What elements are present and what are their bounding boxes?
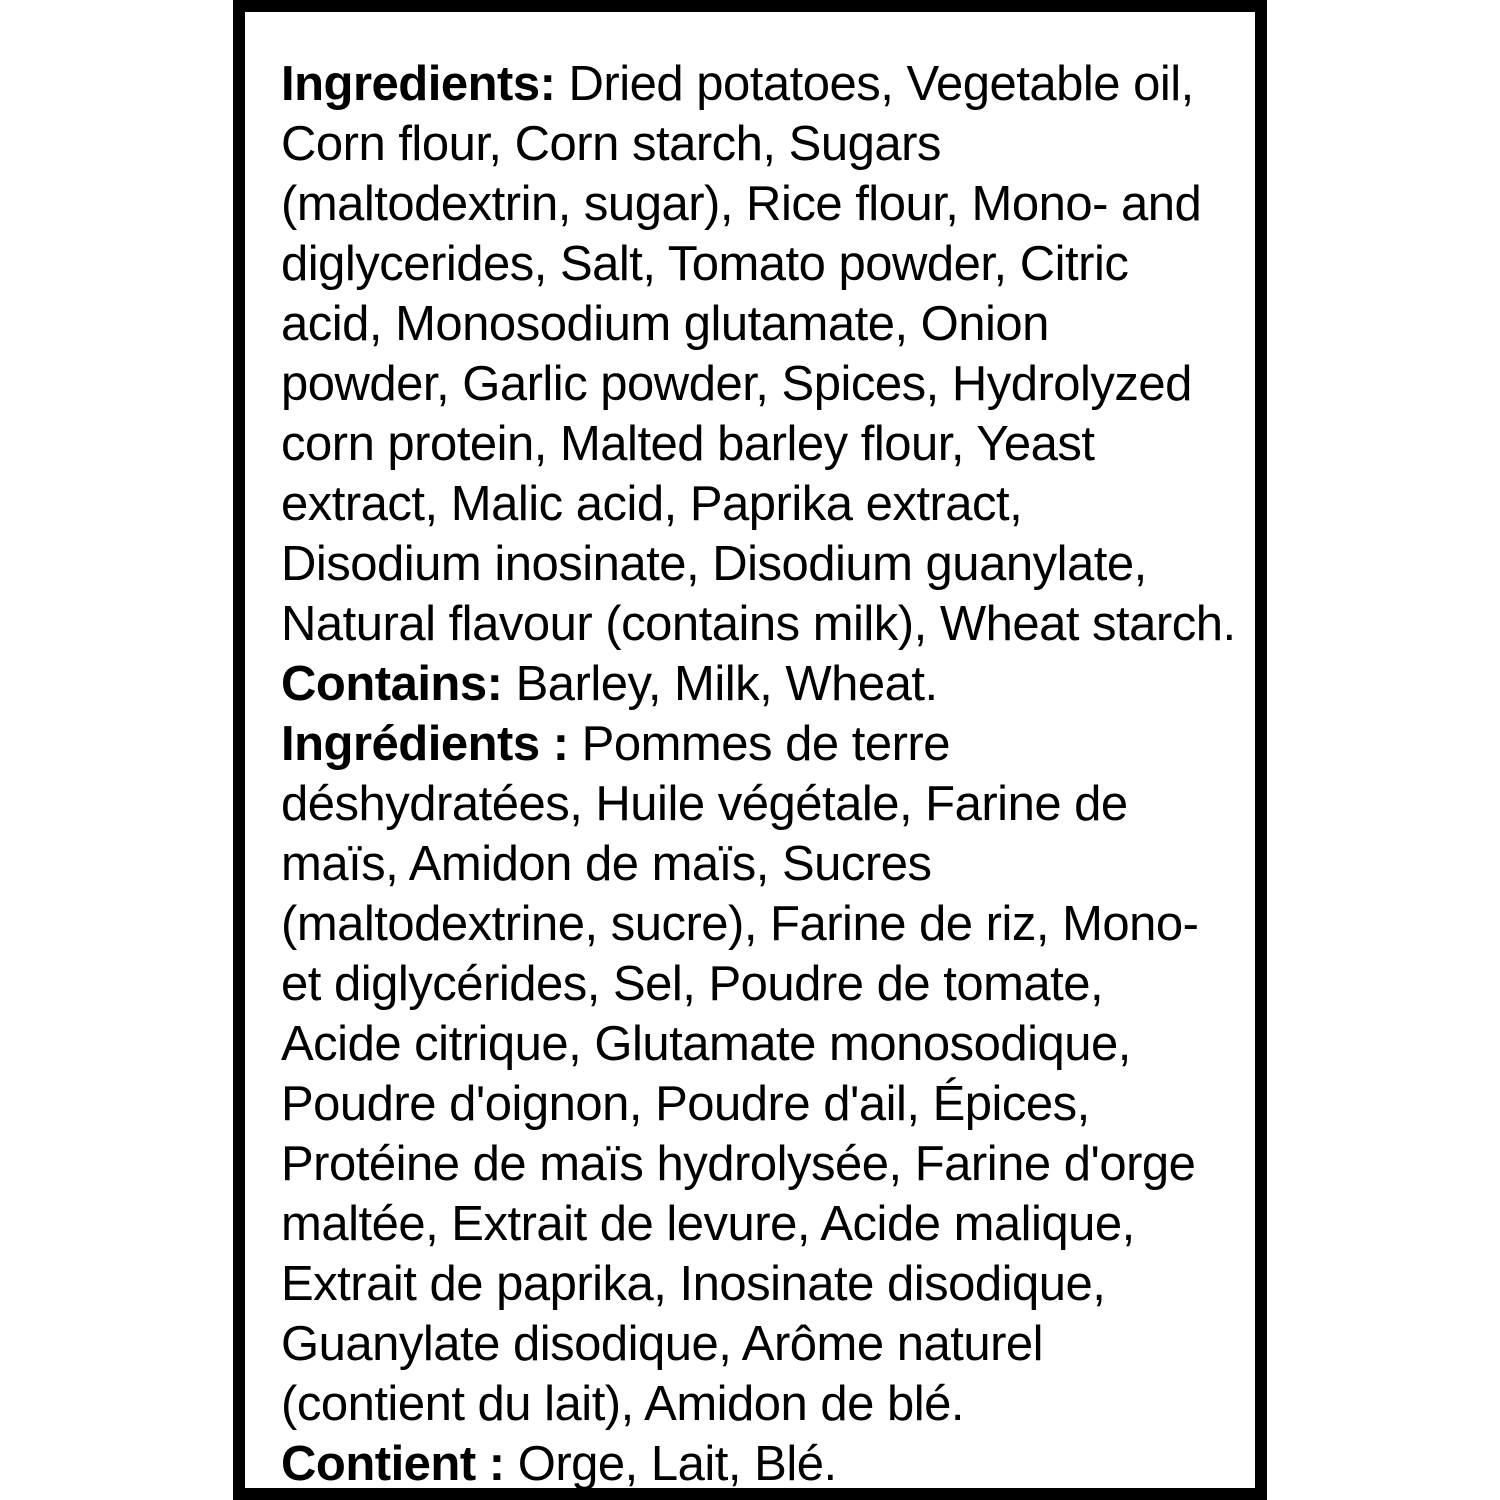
english-contains-line xyxy=(281,654,1256,714)
french-contains-line xyxy=(281,1434,1256,1494)
english-ingredients-line: Natural flavour (contains milk), Wheat starch. xyxy=(281,597,1236,651)
english-contains-heading: Contains: xyxy=(281,657,503,711)
french-ingredients-line: Extrait de paprika, Inosinate disodique, xyxy=(281,1257,1106,1311)
french-ingredients-line: déshydratées, Huile végétale, Farine de xyxy=(281,777,1128,831)
ingredient-label-text xyxy=(281,54,1256,1494)
french-ingredients-line: maltée, Extrait de levure, Acide malique, xyxy=(281,1197,1135,1251)
french-ingredients-line: maïs, Amidon de maïs, Sucres xyxy=(281,837,932,891)
english-ingredients-line xyxy=(281,54,1256,114)
french-ingredients-line: Guanylate disodique, Arôme naturel xyxy=(281,1317,1044,1371)
english-ingredients-line: diglycerides, Salt, Tomato powder, Citric xyxy=(281,237,1129,291)
french-ingredients-line: (maltodextrine, sucre), Farine de riz, Mono- xyxy=(281,897,1199,951)
french-ingredients-heading: Ingrédients : xyxy=(281,717,569,771)
french-ingredients-line: (contient du lait), Amidon de blé. xyxy=(281,1377,965,1431)
english-contains-text: Barley, Milk, Wheat. xyxy=(515,657,938,711)
english-ingredients-line: Disodium inosinate, Disodium guanylate, xyxy=(281,537,1147,591)
english-ingredients-line: powder, Garlic powder, Spices, Hydrolyzed xyxy=(281,357,1192,411)
english-ingredients-text: Dried potatoes, Vegetable oil, xyxy=(568,57,1194,111)
english-ingredients-heading: Ingredients: xyxy=(281,57,556,111)
french-ingredients-line: Poudre d'oignon, Poudre d'ail, Épices, xyxy=(281,1077,1090,1131)
french-ingredients-line xyxy=(281,714,1256,774)
french-ingredients-line: Protéine de maïs hydrolysée, Farine d'orge xyxy=(281,1137,1196,1191)
french-contains-heading: Contient : xyxy=(281,1437,505,1491)
english-ingredients-line: acid, Monosodium glutamate, Onion xyxy=(281,297,1049,351)
french-ingredients-line: Acide citrique, Glutamate monosodique, xyxy=(281,1017,1131,1071)
english-ingredients-line: extract, Malic acid, Paprika extract, xyxy=(281,477,1023,531)
english-ingredients-line: (maltodextrin, sugar), Rice flour, Mono- and xyxy=(281,177,1202,231)
french-ingredients-text: Pommes de terre xyxy=(581,717,950,771)
french-ingredients-line: et diglycérides, Sel, Poudre de tomate, xyxy=(281,957,1104,1011)
ingredient-label-panel xyxy=(233,0,1267,1500)
english-ingredients-line: Corn flour, Corn starch, Sugars xyxy=(281,117,941,171)
english-ingredients-line: corn protein, Malted barley flour, Yeast xyxy=(281,417,1095,471)
french-contains-text: Orge, Lait, Blé. xyxy=(517,1437,837,1491)
